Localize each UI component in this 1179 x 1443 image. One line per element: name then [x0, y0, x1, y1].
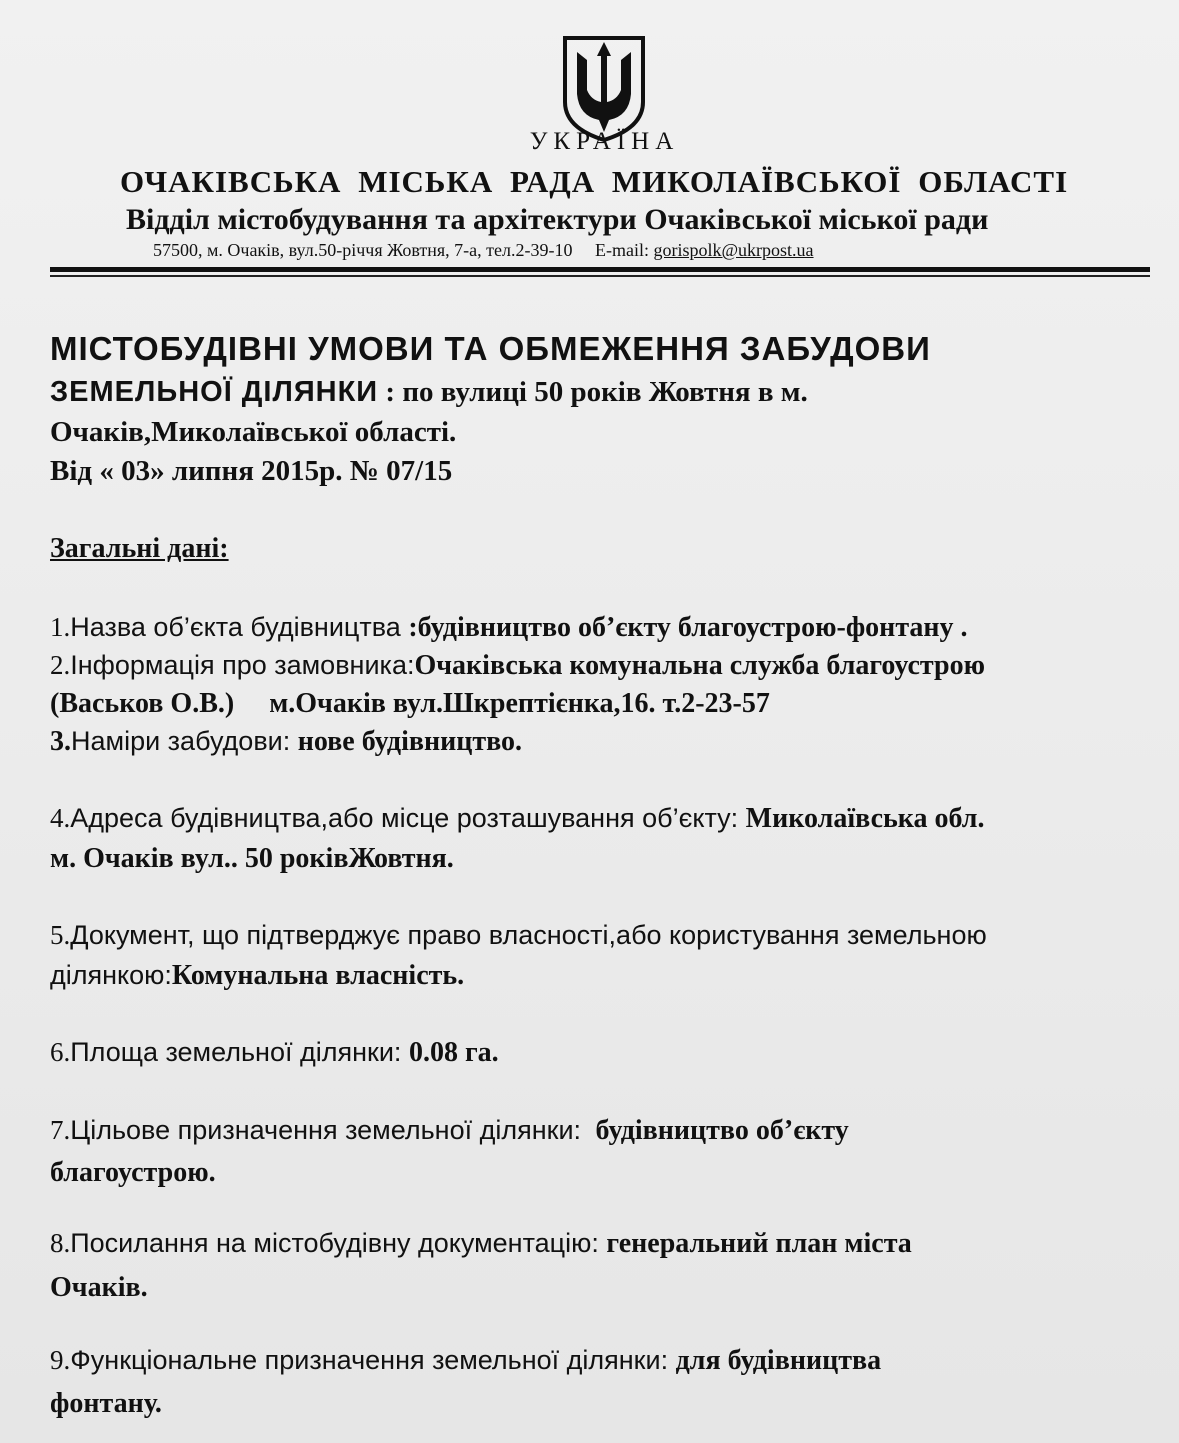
document-subtitle [50, 376, 808, 409]
council-name: ОЧАКІВСЬКА МІСЬКА РАДА МИКОЛАЇВСЬКОЇ ОБЛАСТІ [120, 164, 1069, 199]
document-title: МІСТОБУДІВНІ УМОВИ ТА ОБМЕЖЕННЯ ЗАБУДОВИ [50, 330, 931, 367]
document-subtitle-line2: Очаків,Миколаївської області. [50, 416, 457, 448]
item-5: 5.Документ, що підтверджує право власності,або користування земельною [50, 920, 987, 950]
document-date-number: Від « 03» липня 2015р. № 07/15 [50, 455, 453, 487]
contact-line [153, 240, 814, 261]
section-title: Загальні дані: [50, 533, 229, 564]
item-7: 7.Цільове призначення земельної ділянки: будівництво об’єкту [50, 1115, 849, 1146]
postal-address: 57500, м. Очаків, вул.50-річчя Жовтня, 7-а, тел.2-39-10 [153, 240, 573, 260]
subtitle-rest: : по вулиці 50 років Жовтня в м. [385, 376, 808, 408]
item-2: 2.Інформація про замовника:Очаківська комунальна служба благоустрою [50, 650, 985, 681]
item-8: 8.Посилання на містобудівну документацію: генеральний план міста [50, 1228, 912, 1259]
item-2-continued: (Васьков О.В.) м.Очаків вул.Шкрептієнка,16. т.2-23-57 [50, 688, 770, 719]
item-8-continued: Очаків. [50, 1272, 148, 1303]
department-name: Відділ містобудування та архітектури Очаківської міської ради [126, 203, 989, 236]
email-link[interactable]: gorispolk@ukrpost.ua [653, 240, 814, 260]
item-4: 4.Адреса будівництва,або місце розташування об’єкту: Миколаївська обл. [50, 803, 985, 834]
item-4-continued: м. Очаків вул.. 50 роківЖовтня. [50, 843, 454, 874]
header-divider [50, 267, 1150, 272]
header-divider-thin [50, 275, 1150, 277]
item-6: 6.Площа земельної ділянки: 0.08 га. [50, 1037, 499, 1068]
item-3: 3.Наміри забудови: нове будівництво. [50, 726, 523, 757]
subtitle-caps: ЗЕМЕЛЬНОЇ ДІЛЯНКИ [50, 376, 379, 408]
item-9: 9.Функціональне призначення земельної ділянки: для будівництва [50, 1345, 882, 1376]
item-7-continued: благоустрою. [50, 1157, 216, 1188]
email-label: E-mail: [594, 240, 649, 260]
item-5-continued: ділянкою:Комунальна власність. [50, 960, 465, 991]
item-9-continued: фонтану. [50, 1388, 162, 1419]
country-name: УКРАЇНА [529, 128, 680, 155]
coat-of-arms-icon [561, 32, 647, 142]
item-1: 1.Назва об’єкта будівництва :будівництво об’єкту благоустрою-фонтану . [50, 612, 968, 643]
